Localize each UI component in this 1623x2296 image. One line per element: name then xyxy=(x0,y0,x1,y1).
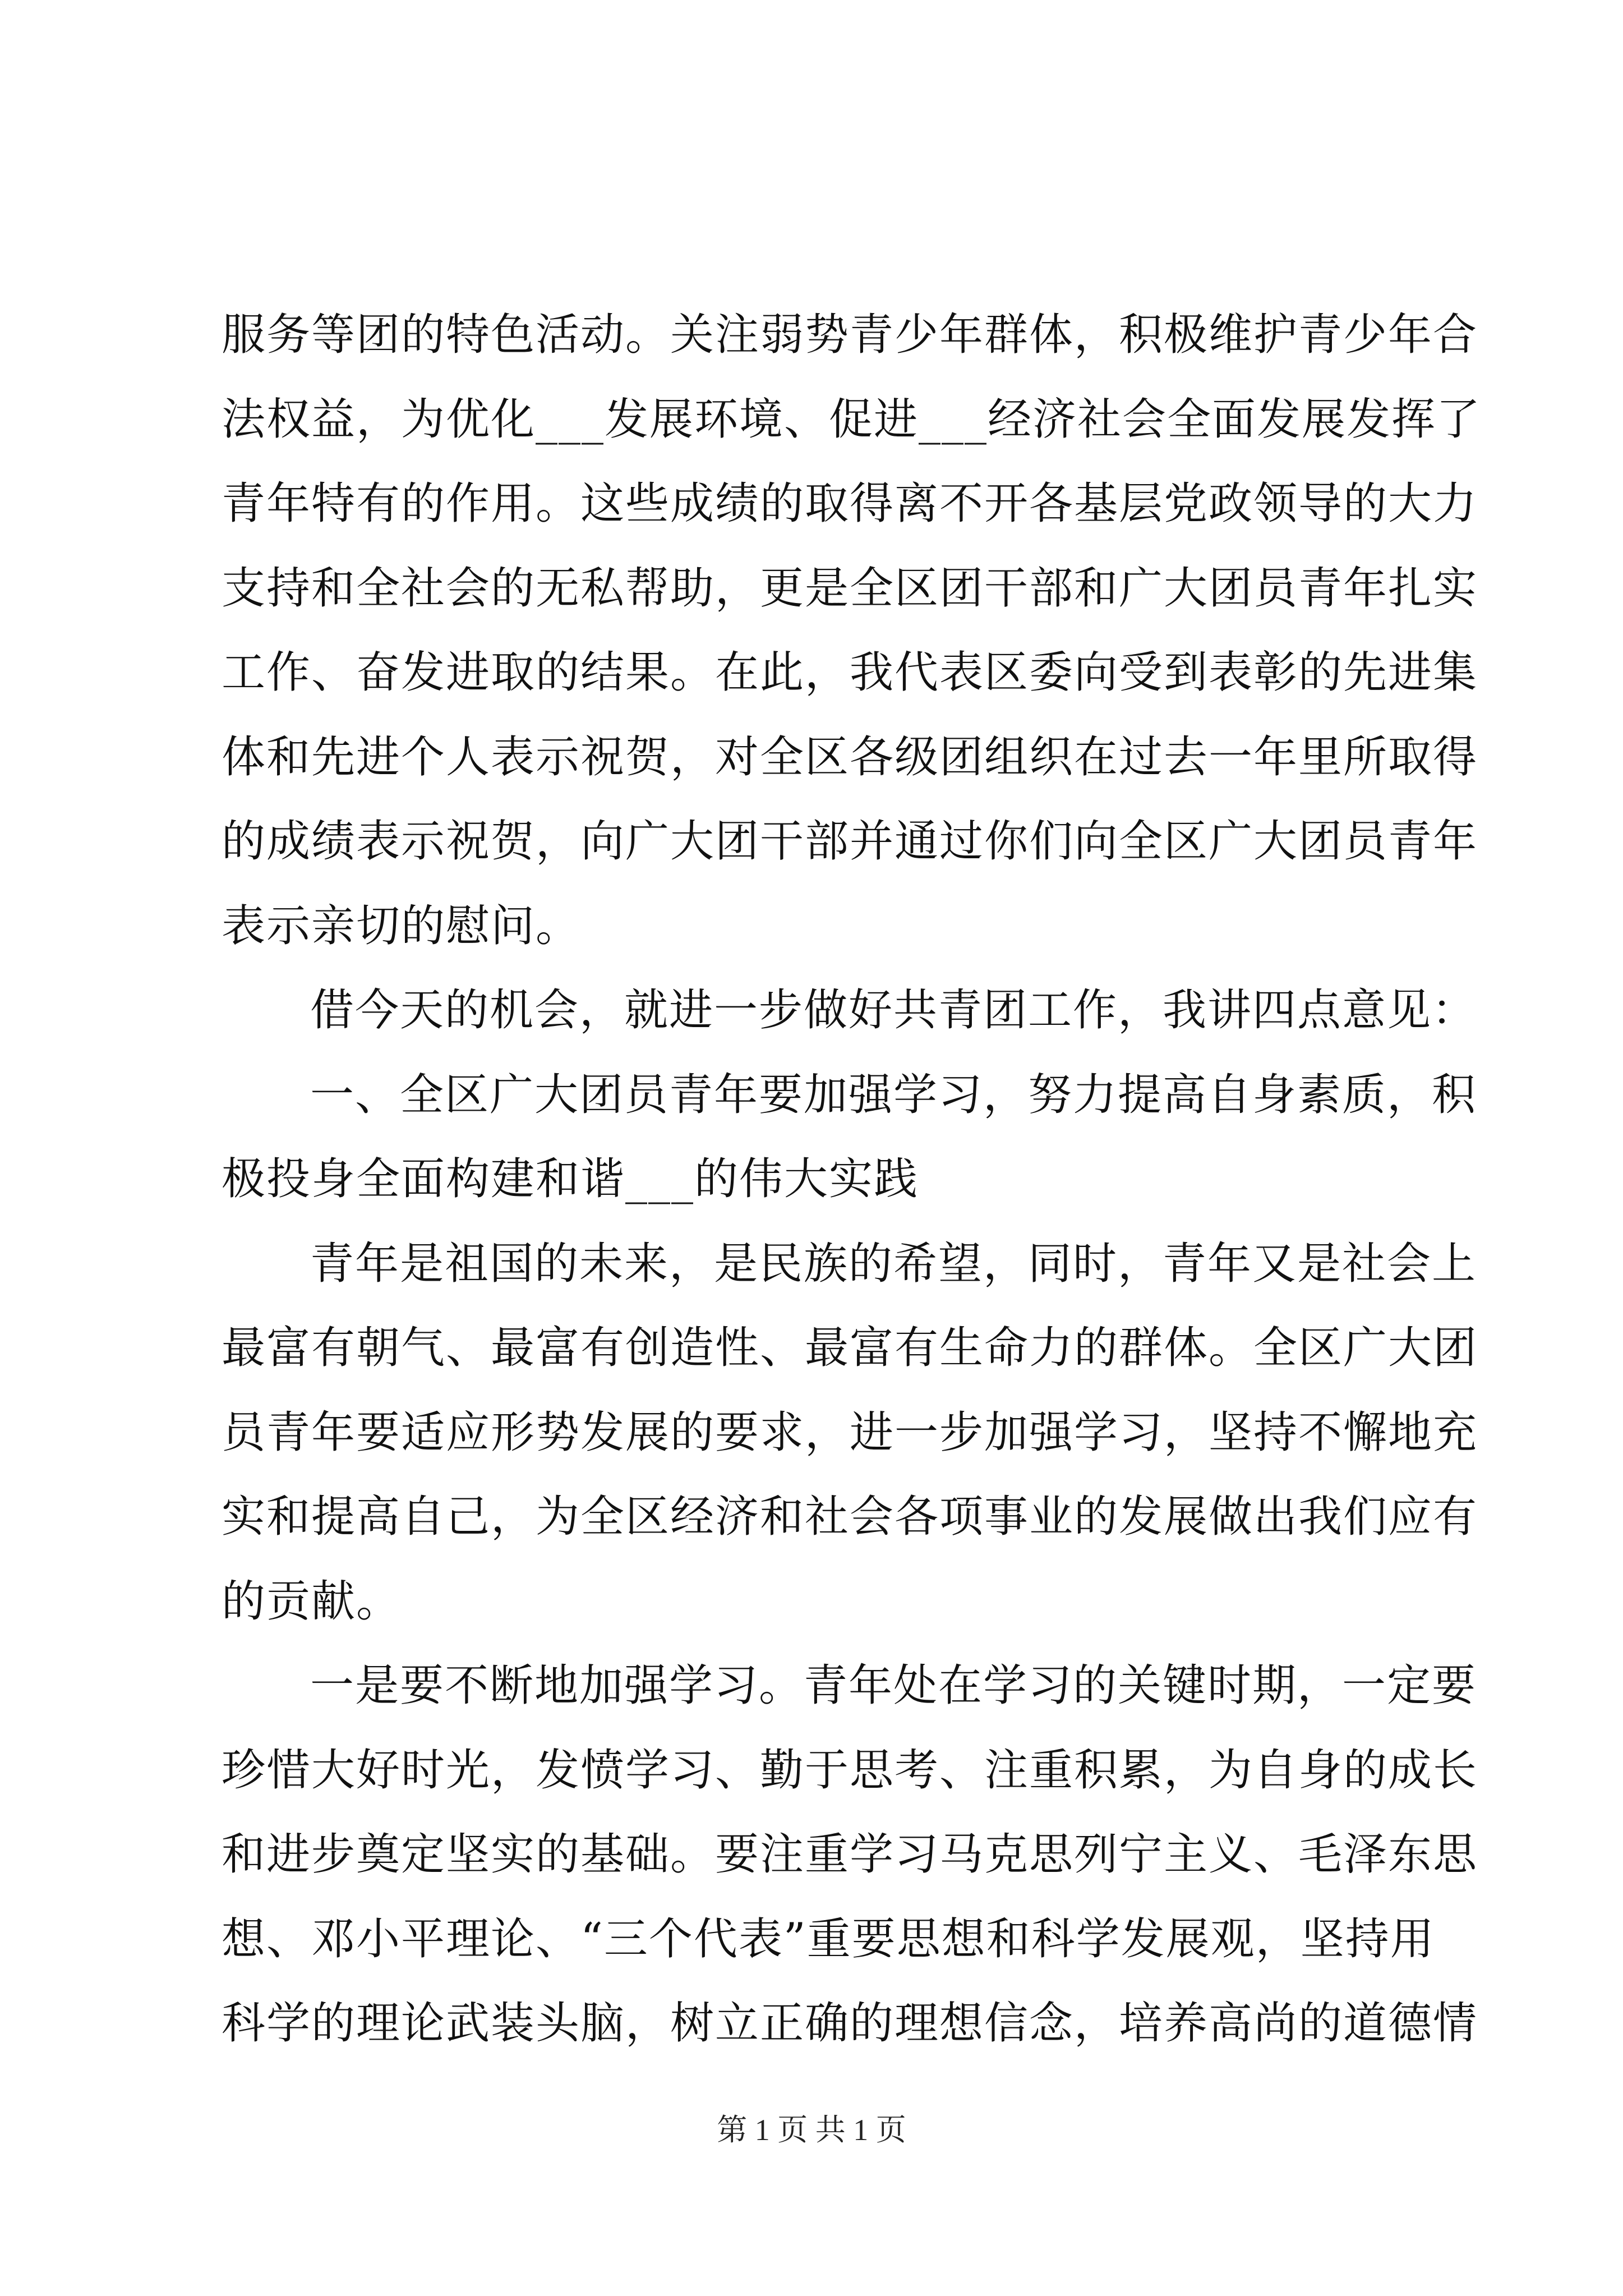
text-line: 支持和全社会的无私帮助，更是全区团干部和广大团员青年扎实 xyxy=(222,563,1478,614)
text-line: 体和先进个人表示祝贺，对全区各级团组织在过去一年里所取得 xyxy=(222,731,1478,783)
text-line: 青年特有的作用。这些成绩的取得离不开各基层党政领导的大力 xyxy=(222,478,1478,529)
text-line: 表示亲切的慰问。 xyxy=(222,900,581,951)
text-line: 服务等团的特色活动。关注弱势青少年群体，积极维护青少年合 xyxy=(222,310,1478,360)
page-footer: 第 1 页 共 1 页 xyxy=(717,2113,906,2147)
text-line: 工作、奋发进取的结果。在此，我代表区委向受到表彰的先进集 xyxy=(222,647,1478,698)
text-line: 科学的理论武装头脑，树立正确的理想信念，培养高尚的道德情 xyxy=(222,1998,1478,2049)
text-line: 最富有朝气、最富有创造性、最富有生命力的群体。全区广大团 xyxy=(222,1323,1478,1373)
text-line: 的成绩表示祝贺，向广大团干部并通过你们向全区广大团员青年 xyxy=(222,816,1478,867)
section-heading-line: 极投身全面构建和谐___的伟大实践 xyxy=(222,1154,919,1204)
text-line: 员青年要适应形势发展的要求，进一步加强学习，坚持不懈地充 xyxy=(222,1407,1478,1458)
text-line: 实和提高自己，为全区经济和社会各项事业的发展做出我们应有 xyxy=(222,1492,1478,1542)
paragraph-start-line: 青年是祖国的未来，是民族的希望，同时，青年又是社会上 xyxy=(310,1238,1477,1289)
text-line: 和进步奠定坚实的基础。要注重学习马克思列宁主义、毛泽东思 xyxy=(222,1829,1478,1880)
text-line: 想、邓小平理论、“三个代表”重要思想和科学发展观，坚持用 xyxy=(222,1913,1435,1964)
document-body xyxy=(222,293,1482,2066)
text-line: 珍惜大好时光，发愤学习、勤于思考、注重积累，为自身的成长 xyxy=(222,1745,1478,1796)
text-line: 法权益，为优化___发展环境、促进___经济社会全面发展发挥了 xyxy=(222,394,1482,445)
paragraph-start-line: 借今天的机会，就进一步做好共青团工作，我讲四点意见： xyxy=(310,985,1477,1036)
text-line: 的贡献。 xyxy=(222,1576,402,1627)
paragraph-start-line: 一是要不断地加强学习。青年处在学习的关键时期，一定要 xyxy=(310,1660,1477,1711)
section-heading-line: 一、全区广大团员青年要加强学习，努力提高自身素质，积 xyxy=(310,1069,1477,1120)
